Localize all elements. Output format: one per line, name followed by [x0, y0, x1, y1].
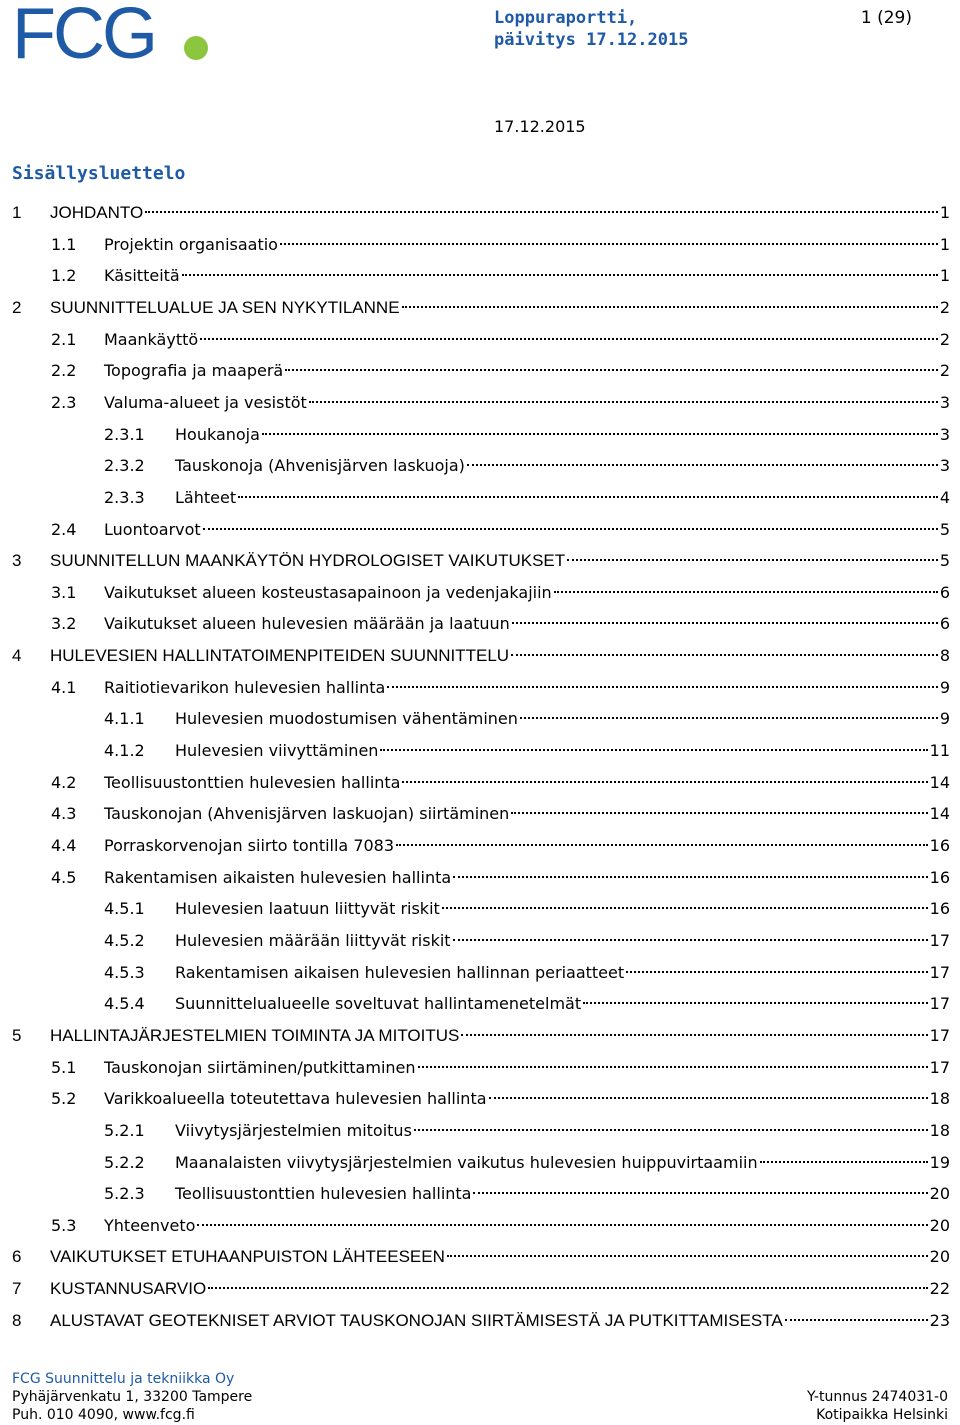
toc-entry-title: Rakentamisen aikaisten hulevesien hallinta: [104, 867, 452, 887]
toc-entry-page: 17: [929, 930, 950, 950]
toc-entry-number: 4.5: [51, 867, 77, 887]
toc-dot-leader: [626, 971, 928, 973]
toc-entry-page: 9: [939, 709, 950, 729]
report-title-line1: Loppuraportti,: [494, 8, 638, 28]
toc-entry-number: 8: [12, 1310, 22, 1330]
toc-entry-page: 1: [939, 266, 950, 286]
toc-entry[interactable]: [51, 1055, 950, 1081]
toc-entry-title: Viivytysjärjestelmien mitoitus: [175, 1120, 412, 1140]
toc-entry-title: SUUNNITTELUALUE JA SEN NYKYTILANNE: [50, 297, 400, 317]
toc-dot-leader: [280, 243, 938, 245]
toc-entry[interactable]: [12, 200, 950, 226]
toc-dot-leader: [238, 496, 938, 498]
toc-entry-page: 17: [929, 1057, 950, 1077]
toc-entry-title: JOHDANTO: [50, 203, 144, 222]
toc-entry[interactable]: [51, 611, 950, 637]
toc-entry[interactable]: [51, 801, 950, 827]
toc-entry[interactable]: [12, 643, 950, 669]
page-number: 1 (29): [860, 8, 912, 28]
toc-entry[interactable]: [104, 1181, 950, 1207]
toc-entry-title: Suunnittelualueelle soveltuvat hallintamenetelmät: [175, 994, 582, 1014]
toc-dot-leader: [467, 464, 938, 466]
toc-entry-page: 6: [939, 582, 950, 602]
toc-entry[interactable]: [51, 770, 950, 796]
toc-entry[interactable]: [51, 263, 950, 289]
footer-domicile: Kotipaikka Helsinki: [816, 1407, 948, 1423]
toc-entry-page: 17: [929, 994, 950, 1014]
toc-dot-leader: [262, 433, 938, 435]
toc-entry-number: 3.1: [51, 582, 77, 602]
toc-entry-page: 11: [929, 741, 950, 761]
toc-entry-page: 6: [939, 614, 950, 634]
toc-entry-number: 1: [12, 203, 22, 222]
toc-entry-page: 9: [939, 677, 950, 697]
toc-entry-title: Hulevesien viivyttäminen: [175, 741, 379, 761]
toc-entry-number: 3.2: [51, 614, 77, 634]
toc-dot-leader: [203, 528, 938, 530]
toc-entry[interactable]: [104, 1150, 950, 1176]
toc-dot-leader: [380, 749, 927, 751]
toc-entry-page: 8: [939, 646, 950, 666]
toc-entry-page: 23: [929, 1310, 950, 1330]
footer-phone: Puh. 010 4090, www.fcg.fi: [12, 1407, 195, 1423]
toc-dot-leader: [785, 1319, 928, 1321]
toc-entry[interactable]: [104, 960, 950, 986]
toc-entry-number: 4.5.2: [104, 930, 145, 950]
footer-business-id: Y-tunnus 2474031-0: [807, 1389, 948, 1405]
toc-dot-leader: [197, 1224, 927, 1226]
toc-entry-title: HALLINTAJÄRJESTELMIEN TOIMINTA JA MITOITUS: [50, 1025, 460, 1045]
toc-entry-page: 17: [929, 962, 950, 982]
toc-entry-number: 5.2: [51, 1089, 77, 1109]
toc-dot-leader: [285, 369, 938, 371]
toc-dot-leader: [489, 1097, 928, 1099]
toc-dot-leader: [145, 211, 938, 213]
footer-company-name: FCG Suunnittelu ja tekniikka Oy: [12, 1371, 235, 1387]
toc-entry-number: 4.5.3: [104, 962, 145, 982]
logo-wordmark: FCG: [12, 0, 155, 74]
toc-entry-page: 3: [939, 392, 950, 412]
toc-entry-page: 1: [939, 234, 950, 254]
toc-entry-number: 5.2.1: [104, 1120, 145, 1140]
toc-entry-title: Tauskonoja (Ahvenisjärven laskuoja): [175, 456, 465, 476]
toc-dot-leader: [520, 717, 938, 719]
toc-entry-page: 17: [929, 1025, 950, 1045]
toc-entry[interactable]: [104, 928, 950, 954]
toc-heading: Sisällysluettelo: [12, 163, 186, 184]
toc-entry-number: 4.5.4: [104, 994, 145, 1014]
toc-dot-leader: [414, 1129, 928, 1131]
toc-entry-number: 4.1: [51, 677, 77, 697]
toc-entry-title: VAIKUTUKSET ETUHAANPUISTON LÄHTEESEEN: [50, 1247, 445, 1267]
toc-dot-leader: [760, 1161, 928, 1163]
toc-entry[interactable]: [51, 232, 950, 258]
toc-dot-leader: [583, 1002, 928, 1004]
toc-entry-page: 1: [939, 203, 950, 222]
toc-entry[interactable]: [51, 580, 950, 606]
toc-entry-page: 5: [939, 519, 950, 539]
toc-entry-title: SUUNNITELLUN MAANKÄYTÖN HYDROLOGISET VAIKUTUKSET: [50, 551, 566, 571]
toc-entry-page: 2: [939, 297, 950, 317]
toc-entry-number: 3: [12, 551, 22, 571]
toc-entry[interactable]: [104, 422, 950, 448]
toc-entry-number: 7: [12, 1279, 22, 1299]
toc-entry-title: Porraskorvenojan siirto tontilla 7083: [104, 836, 395, 855]
toc-entry-title: Rakentamisen aikaisen hulevesien hallinnan periaatteet: [175, 962, 625, 982]
toc-entry-title: Vaikutukset alueen kosteustasapainoon ja vedenjakajiin: [104, 582, 552, 602]
toc-entry-number: 1.2: [51, 266, 77, 286]
toc-entry-title: Käsitteitä: [104, 266, 180, 286]
fcg-logo: [12, 0, 212, 74]
toc-entry-number: 2.3.3: [104, 487, 145, 507]
toc-entry-page: 20: [929, 1247, 950, 1267]
toc-entry[interactable]: [104, 738, 950, 764]
toc-entry-number: 4.1.2: [104, 741, 145, 761]
toc-entry-number: 5: [12, 1025, 22, 1045]
toc-entry-title: Topografia ja maaperä: [104, 361, 284, 381]
toc-entry-page: 22: [929, 1279, 950, 1299]
toc-entry-page: 18: [929, 1120, 950, 1140]
toc-entry[interactable]: [104, 485, 950, 511]
toc-dot-leader: [387, 686, 937, 688]
toc-entry-page: 2: [939, 361, 950, 381]
toc-dot-leader: [567, 559, 938, 561]
toc-entry-title: KUSTANNUSARVIO: [50, 1279, 207, 1299]
toc-dot-leader: [511, 654, 938, 656]
toc-entry[interactable]: [51, 1086, 950, 1112]
toc-entry-title: Valuma-alueet ja vesistöt: [104, 392, 307, 412]
toc-entry-number: 4.5.1: [104, 899, 145, 919]
toc-entry[interactable]: [51, 517, 950, 543]
toc-dot-leader: [208, 1287, 927, 1289]
toc-entry-number: 5.2.3: [104, 1184, 145, 1204]
report-title-line2: päivitys 17.12.2015: [494, 30, 689, 50]
toc-entry-title: Hulevesien laatuun liittyvät riskit: [175, 899, 440, 919]
toc-entry[interactable]: [12, 1308, 950, 1334]
toc-entry-title: Hulevesien muodostumisen vähentäminen: [175, 709, 518, 729]
toc-entry-number: 5.1: [51, 1057, 77, 1077]
toc-dot-leader: [442, 907, 928, 909]
toc-dot-leader: [418, 1066, 928, 1068]
toc-entry-title: Houkanoja: [175, 424, 260, 444]
toc-entry[interactable]: [51, 833, 950, 859]
toc-entry-title: Lähteet: [175, 487, 237, 507]
toc-entry-number: 1.1: [51, 234, 77, 254]
toc-entry[interactable]: [12, 1276, 950, 1302]
toc-entry-title: Maankäyttö: [104, 329, 199, 349]
toc-entry-number: 4.2: [51, 772, 77, 792]
footer-address: Pyhäjärvenkatu 1, 33200 Tampere: [12, 1389, 253, 1405]
toc-entry[interactable]: [104, 896, 950, 922]
toc-entry-page: 20: [929, 1184, 950, 1204]
toc-entry-number: 5.2.2: [104, 1152, 145, 1172]
toc-dot-leader: [453, 939, 928, 941]
toc-dot-leader: [200, 338, 938, 340]
toc-entry-page: 5: [939, 551, 950, 571]
toc-entry-number: 5.3: [51, 1215, 77, 1235]
toc-entry-page: 16: [929, 867, 950, 887]
toc-entry[interactable]: [51, 675, 950, 701]
toc-entry-title: Teollisuustonttien hulevesien hallinta: [175, 1184, 472, 1204]
footer-company-info: [12, 1370, 252, 1424]
toc-entry-number: 2.2: [51, 361, 77, 381]
document-date: 17.12.2015: [494, 117, 586, 136]
toc-entry-number: 2: [12, 297, 22, 317]
toc-dot-leader: [453, 876, 927, 878]
toc-entry[interactable]: [104, 1118, 950, 1144]
toc-entry-title: Raitiotievarikon hulevesien hallinta: [104, 677, 386, 697]
toc-entry-page: 16: [929, 836, 950, 855]
toc-entry-page: 18: [929, 1089, 950, 1109]
toc-entry[interactable]: [12, 1244, 950, 1270]
toc-entry-page: 3: [939, 424, 950, 444]
toc-entry-number: 4.4: [51, 836, 77, 855]
toc-entry-title: Maanalaisten viivytysjärjestelmien vaikutus hulevesien huippuvirtaamiin: [175, 1152, 758, 1172]
toc-entry[interactable]: [12, 1023, 950, 1049]
toc-entry-page: 2: [939, 329, 950, 349]
toc-entry-page: 3: [939, 456, 950, 476]
toc-entry-number: 2.3.2: [104, 456, 145, 476]
logo-dot-icon: [184, 36, 208, 60]
toc-dot-leader: [461, 1034, 927, 1036]
toc-entry-number: 6: [12, 1247, 22, 1267]
toc-entry[interactable]: [51, 327, 950, 353]
toc-entry[interactable]: [51, 1213, 950, 1239]
toc-dot-leader: [473, 1192, 927, 1194]
toc-dot-leader: [554, 591, 938, 593]
toc-entry-page: 4: [939, 487, 950, 507]
toc-entry-page: 16: [929, 899, 950, 919]
toc-entry-number: 4.1.1: [104, 709, 145, 729]
toc-entry-title: Varikkoalueella toteutettava hulevesien hallinta: [104, 1089, 487, 1109]
toc-entry-title: Tauskonojan siirtäminen/putkittaminen: [104, 1057, 416, 1077]
toc-entry-title: Vaikutukset alueen hulevesien määrään ja laatuun: [104, 614, 510, 634]
toc-entry[interactable]: [12, 295, 950, 321]
toc-dot-leader: [402, 781, 927, 783]
toc-entry-number: 2.3.1: [104, 424, 145, 444]
toc-entry-number: 2.1: [51, 329, 77, 349]
toc-dot-leader: [447, 1255, 928, 1257]
toc-dot-leader: [182, 274, 938, 276]
toc-entry[interactable]: [51, 865, 950, 891]
toc-entry-title: Tauskonojan (Ahvenisjärven laskuojan) siirtäminen: [104, 804, 510, 824]
toc-entry-page: 14: [929, 804, 950, 824]
footer-registration-info: [807, 1388, 948, 1424]
toc-entry-title: Yhteenveto: [104, 1215, 196, 1235]
toc-entry-title: Luontoarvot: [104, 519, 201, 539]
toc-entry-title: Hulevesien määrään liittyvät riskit: [175, 930, 451, 950]
toc-entry-number: 4.3: [51, 804, 77, 824]
toc-entry-page: 19: [929, 1152, 950, 1172]
toc-entry[interactable]: [12, 548, 950, 574]
toc-entry[interactable]: [51, 358, 950, 384]
toc-entry-number: 2.3: [51, 392, 77, 412]
toc-entry-page: 14: [929, 772, 950, 792]
toc-entry-title: ALUSTAVAT GEOTEKNISET ARVIOT TAUSKONOJAN SIIRTÄMISESTÄ JA PUTKITTAMISESTA: [50, 1310, 783, 1330]
toc-entry[interactable]: [104, 453, 950, 479]
report-title: [494, 7, 688, 51]
toc-dot-leader: [402, 306, 938, 308]
toc-entry[interactable]: [104, 706, 950, 732]
toc-entry[interactable]: [104, 991, 950, 1017]
toc-entry-title: HULEVESIEN HALLINTATOIMENPITEIDEN SUUNNITTELU: [50, 646, 510, 666]
toc-dot-leader: [511, 812, 927, 814]
toc-entry-title: Teollisuustonttien hulevesien hallinta: [104, 772, 401, 792]
toc-dot-leader: [309, 401, 938, 403]
toc-entry-number: 2.4: [51, 519, 77, 539]
toc-entry-number: 4: [12, 646, 22, 666]
toc-entry-title: Projektin organisaatio: [104, 234, 278, 254]
toc-entry[interactable]: [51, 390, 950, 416]
toc-dot-leader: [512, 622, 938, 624]
toc-dot-leader: [396, 844, 928, 846]
toc-entry-page: 20: [929, 1215, 950, 1235]
